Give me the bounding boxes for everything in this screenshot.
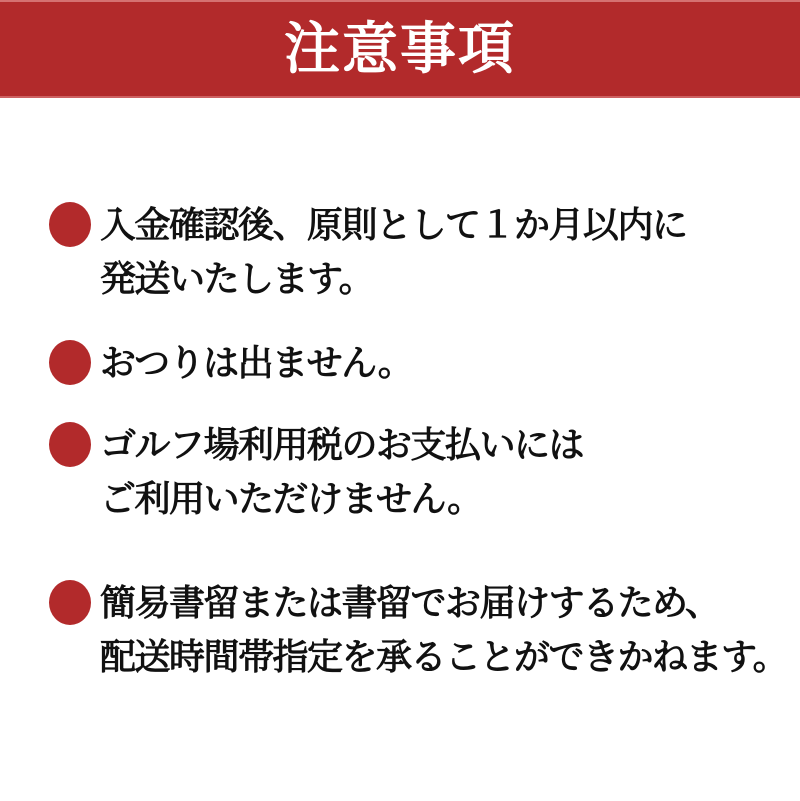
notice-item-golf-tax: [49, 418, 583, 526]
bullet-circle-icon: [49, 580, 91, 625]
bullet-circle-icon: [49, 340, 91, 385]
notice-item-no-change: [49, 336, 412, 390]
notice-item-registered-mail: [49, 576, 787, 684]
bullet-circle-icon: [49, 202, 91, 247]
notice-line: ご利用いただけません。: [100, 478, 482, 519]
notice-item-shipping: [49, 198, 687, 306]
notice-line: 入金確認後、原則として１か月以内に: [100, 204, 687, 245]
notice-line: 配送時間帯指定を承ることができかねます。: [100, 636, 788, 677]
notice-line: ゴルフ場利用税のお支払いには: [100, 424, 584, 465]
notice-line: 簡易書留または書留でお届けするため、: [100, 582, 720, 623]
page-title: 注意事項: [284, 17, 516, 80]
notice-line: 発送いたします。: [100, 258, 374, 299]
header-banner: [0, 0, 800, 98]
notice-line: おつりは出ません。: [100, 342, 413, 383]
bullet-circle-icon: [49, 422, 91, 467]
